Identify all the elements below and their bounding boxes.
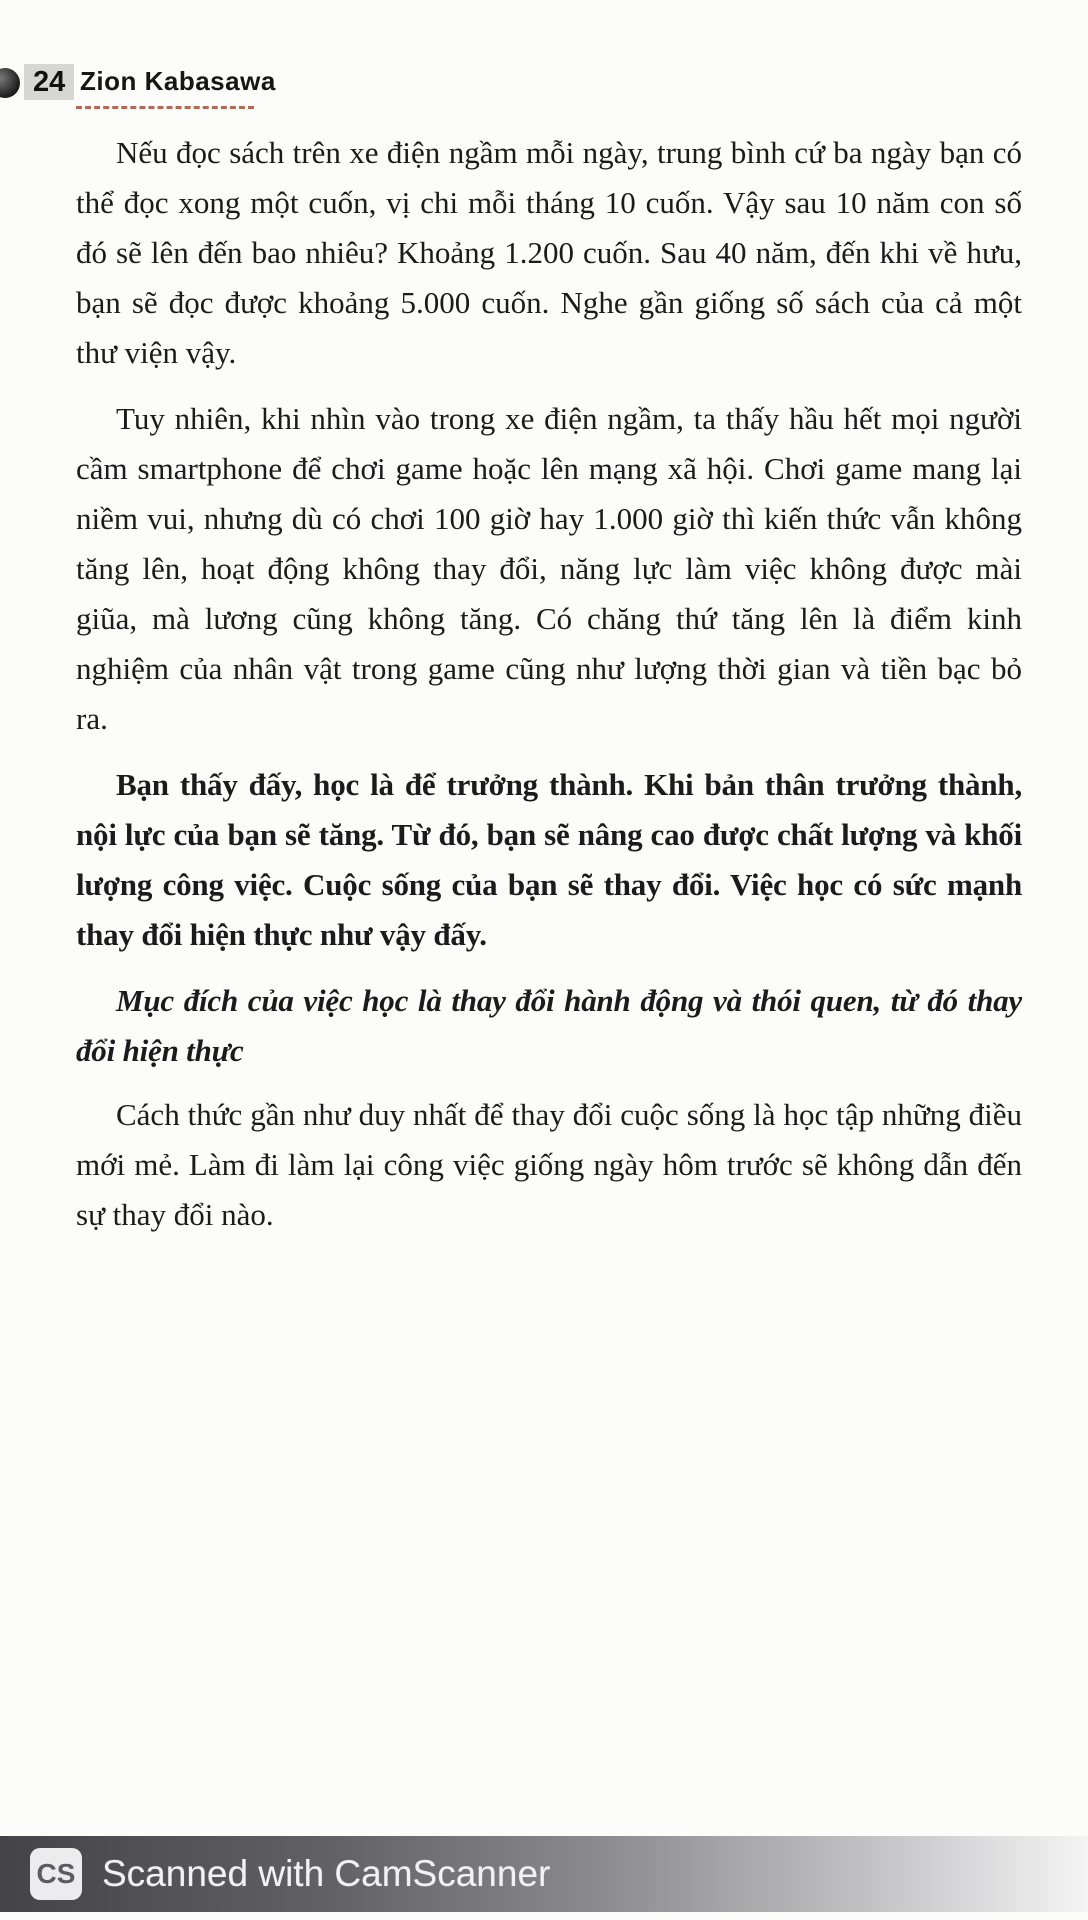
page-header	[0, 62, 1088, 112]
camscanner-watermark-text: Scanned with CamScanner	[102, 1853, 551, 1894]
camscanner-watermark-bar	[0, 1836, 1088, 1912]
scan-artifact-dot	[0, 68, 20, 98]
paragraph-change-your-life: Cách thức gần như duy nhất để thay đổi cuộc sống là học tập những điều mới mẻ. Làm đi làm lại công việc giống ngày hôm trước sẽ không dẫn đến sự thay đổi nào.	[76, 1097, 1022, 1232]
author-name: Zion Kabasawa	[80, 66, 276, 96]
paragraph-reading-on-subway: Nếu đọc sách trên xe điện ngầm mỗi ngày, trung bình cứ ba ngày bạn có thể đọc xong một cuốn, vị chi mỗi tháng 10 cuốn. Vậy sau 10 năm con số đó sẽ lên đến bao nhiêu? Khoảng 1.200 cuốn. Sau 40 năm, đến khi về hưu, bạn sẽ đọc được khoảng 5.000 cuốn. Nghe gần giống số sách của cả một thư viện vậy.	[76, 135, 1022, 370]
page-number: 24	[24, 64, 74, 100]
paragraph-learning-growth: Bạn thấy đấy, học là để trưởng thành. Khi bản thân trưởng thành, nội lực của bạn sẽ tăng. Từ đó, bạn sẽ nâng cao được chất lượng và khối lượng công việc. Cuộc sống của bạn sẽ thay đổi. Việc học có sức mạnh thay đổi hiện thực như vậy đấy.	[76, 767, 1022, 952]
page-body	[76, 128, 1022, 1256]
section-heading-purpose-of-learning: Mục đích của việc học là thay đổi hành động và thói quen, từ đó thay đổi hiện thực	[76, 983, 1022, 1068]
camscanner-logo-icon: CS	[30, 1848, 82, 1900]
paragraph-smartphone-games: Tuy nhiên, khi nhìn vào trong xe điện ngầm, ta thấy hầu hết mọi người cầm smartphone để chơi game hoặc lên mạng xã hội. Chơi game mang lại niềm vui, nhưng dù có chơi 100 giờ hay 1.000 giờ thì kiến thức vẫn không tăng lên, hoạt động không thay đổi, năng lực làm việc không được mài giũa, mà lương cũng không tăng. Có chăng thứ tăng lên là điểm kinh nghiệm của nhân vật trong game cũng như lượng thời gian và tiền bạc bỏ ra.	[76, 401, 1022, 736]
author-dashed-underline	[76, 106, 254, 109]
